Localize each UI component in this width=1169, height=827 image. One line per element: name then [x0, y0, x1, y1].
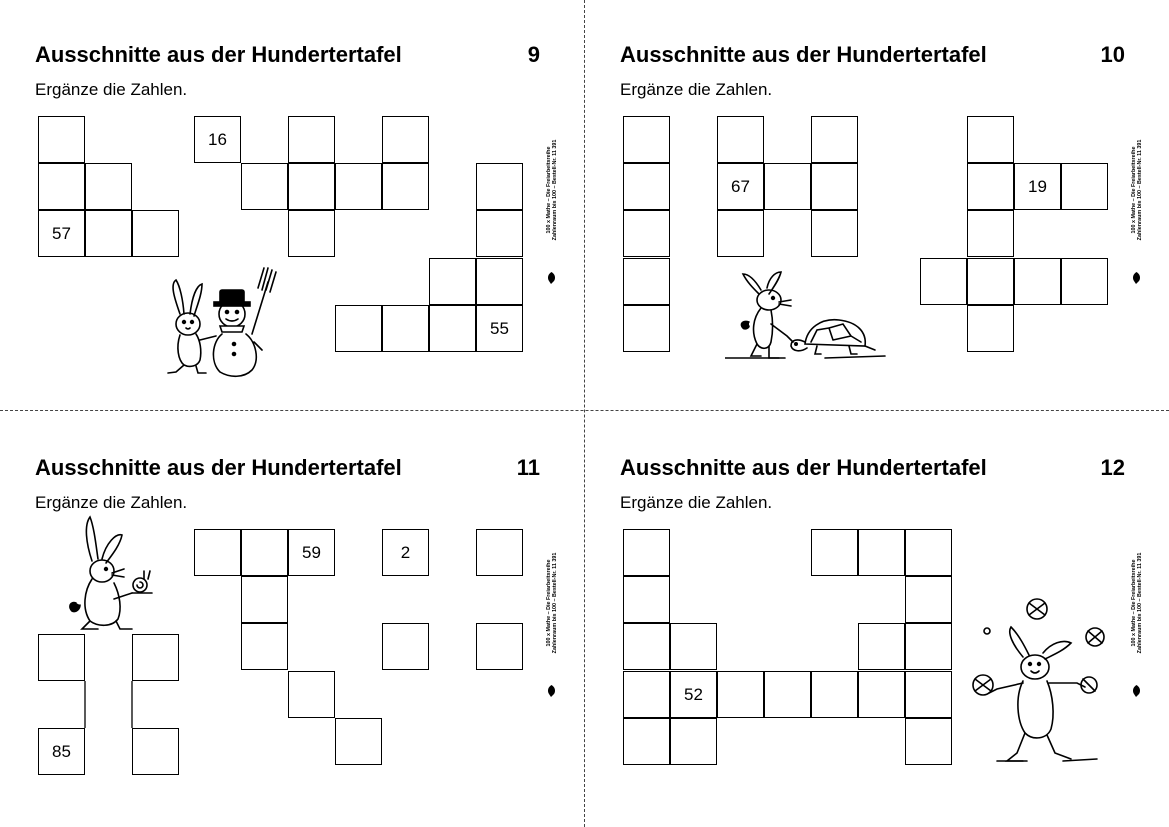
publisher-logo-icon	[546, 271, 557, 285]
grid-cell[interactable]	[967, 210, 1014, 257]
grid-cell[interactable]	[85, 210, 132, 257]
bunny-snail-illustration	[62, 513, 162, 631]
publisher-sidebar: 100 x Mathe – Die Freiarbeitsreihe Zahlenraum bis 100 – Bestell-Nr. 11 391	[1129, 95, 1145, 285]
grid-cell[interactable]	[429, 305, 476, 352]
grid-cell[interactable]	[905, 529, 952, 576]
grid-cell[interactable]	[623, 305, 670, 352]
grid-cell[interactable]	[288, 116, 335, 163]
grid-cell[interactable]	[194, 529, 241, 576]
grid-cell[interactable]	[1061, 258, 1108, 305]
grid-cell[interactable]	[476, 163, 523, 210]
grid-cell[interactable]	[905, 576, 952, 623]
grid-cell[interactable]	[967, 116, 1014, 163]
grid-cell[interactable]	[429, 258, 476, 305]
publisher-sidebar: 100 x Mathe – Die Freiarbeitsreihe Zahlenraum bis 100 – Bestell-Nr. 11 391	[1129, 508, 1145, 698]
grid-cell[interactable]	[241, 623, 288, 670]
publisher-sidebar: 100 x Mathe – Die Freiarbeitsreihe Zahlenraum bis 100 – Bestell-Nr. 11 391	[544, 508, 560, 698]
grid-cell[interactable]	[476, 210, 523, 257]
grid-cell[interactable]	[717, 210, 764, 257]
card-title: Ausschnitte aus der Hundertertafel	[620, 42, 987, 67]
grid-cell[interactable]	[623, 210, 670, 257]
grid-cell[interactable]	[811, 210, 858, 257]
grid-cell[interactable]	[623, 718, 670, 765]
grid-cell[interactable]	[288, 671, 335, 718]
grid-cell[interactable]: 2	[382, 529, 429, 576]
grid-cell[interactable]	[476, 623, 523, 670]
grid-cell[interactable]	[811, 671, 858, 718]
grid-cell[interactable]	[764, 163, 811, 210]
publisher-logo-icon	[1131, 684, 1142, 698]
card-title: Ausschnitte aus der Hundertertafel	[620, 455, 987, 480]
grid-cell[interactable]	[764, 671, 811, 718]
grid-cell[interactable]	[623, 258, 670, 305]
grid-cell[interactable]	[132, 210, 179, 257]
card-instruction: Ergänze die Zahlen.	[620, 493, 773, 512]
card-9	[0, 0, 584, 413]
grid-cell[interactable]: 19	[1014, 163, 1061, 210]
grid-cell[interactable]	[811, 163, 858, 210]
publisher-sidebar: 100 x Mathe – Die Freiarbeitsreihe Zahlenraum bis 100 – Bestell-Nr. 11 391	[544, 95, 560, 285]
grid-cell[interactable]	[241, 163, 288, 210]
publisher-logo-icon	[1131, 271, 1142, 285]
grid-cell[interactable]	[382, 305, 429, 352]
grid-cell[interactable]	[288, 163, 335, 210]
grid-cell[interactable]	[38, 163, 85, 210]
bunny-snowman-illustration	[150, 262, 285, 380]
grid-cell[interactable]: 59	[288, 529, 335, 576]
grid-cell[interactable]	[811, 529, 858, 576]
card-title: Ausschnitte aus der Hundertertafel	[35, 455, 402, 480]
grid-cell[interactable]	[905, 671, 952, 718]
grid-cell[interactable]: 55	[476, 305, 523, 352]
card-number: 11	[516, 455, 540, 480]
card-10	[585, 0, 1169, 413]
card-number: 12	[1100, 455, 1125, 480]
grid-cell[interactable]	[382, 623, 429, 670]
grid-cell[interactable]	[85, 163, 132, 210]
grid-cell[interactable]	[905, 623, 952, 670]
grid-cell[interactable]: 52	[670, 671, 717, 718]
grid-cell[interactable]	[623, 163, 670, 210]
grid-cell[interactable]	[241, 529, 288, 576]
cut-line-vertical	[584, 0, 585, 827]
bunny-juggling-illustration	[967, 593, 1117, 768]
grid-cell[interactable]	[335, 305, 382, 352]
grid-cell[interactable]	[335, 163, 382, 210]
grid-cell[interactable]: 16	[194, 116, 241, 163]
grid-cell[interactable]	[623, 529, 670, 576]
publisher-logo-icon	[546, 684, 557, 698]
grid-cell[interactable]	[623, 623, 670, 670]
grid-cell[interactable]	[476, 258, 523, 305]
grid-cell[interactable]	[717, 116, 764, 163]
grid-cell[interactable]: 57	[38, 210, 85, 257]
grid-cell[interactable]	[670, 718, 717, 765]
bunny-turtle-illustration	[725, 270, 905, 365]
cut-line-horizontal	[0, 410, 1169, 411]
grid-cell[interactable]	[241, 576, 288, 623]
grid-cell[interactable]	[335, 718, 382, 765]
grid-cell[interactable]	[670, 623, 717, 670]
grid-cell[interactable]	[1014, 258, 1061, 305]
grid-cell[interactable]	[623, 576, 670, 623]
grid-cell[interactable]	[967, 305, 1014, 352]
grid-cell[interactable]	[382, 116, 429, 163]
card-12	[585, 413, 1169, 826]
grid-cell[interactable]	[967, 163, 1014, 210]
grid-cell[interactable]	[476, 529, 523, 576]
grid-cell[interactable]	[288, 210, 335, 257]
grid-cell[interactable]	[858, 529, 905, 576]
grid-cell[interactable]: 85	[38, 728, 85, 775]
card-number: 10	[1100, 42, 1125, 67]
grid-cell[interactable]	[1061, 163, 1108, 210]
grid-cell[interactable]	[38, 116, 85, 163]
grid-cell[interactable]	[967, 258, 1014, 305]
card-instruction: Ergänze die Zahlen.	[35, 80, 188, 99]
grid-cell[interactable]	[858, 671, 905, 718]
grid-cell[interactable]	[811, 116, 858, 163]
grid-cell[interactable]	[717, 671, 764, 718]
card-number: 9	[527, 42, 540, 67]
card-instruction: Ergänze die Zahlen.	[620, 80, 773, 99]
card-11	[0, 413, 584, 826]
grid-cell[interactable]	[382, 163, 429, 210]
card-instruction: Ergänze die Zahlen.	[35, 493, 188, 512]
grid-cell[interactable]	[858, 623, 905, 670]
grid-cell[interactable]: 67	[717, 163, 764, 210]
grid-cell[interactable]	[623, 671, 670, 718]
grid-cell[interactable]	[920, 258, 967, 305]
grid-cell[interactable]	[623, 116, 670, 163]
card-title: Ausschnitte aus der Hundertertafel	[35, 42, 402, 67]
grid-cell[interactable]	[905, 718, 952, 765]
